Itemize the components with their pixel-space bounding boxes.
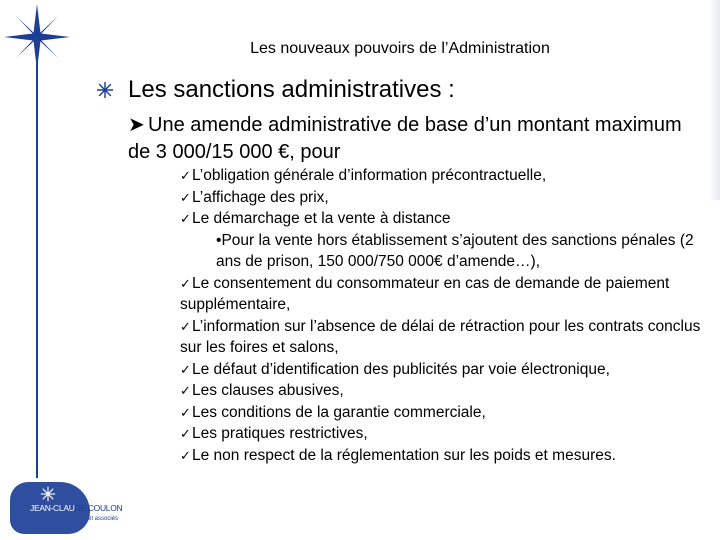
list-item-text: Les clauses abusives, [192, 382, 344, 399]
company-logo [10, 482, 130, 534]
list-item [180, 402, 720, 424]
logo-subtext: et associés [88, 516, 119, 522]
list-item [180, 187, 720, 209]
list-item-text: L’obligation générale d’information précontractuelle, [192, 167, 547, 184]
list-item-text: Le démarchage et la vente à distance [192, 210, 451, 227]
logo-name: JEAN-CLAUDE COULON [30, 503, 123, 513]
list-item [180, 273, 720, 316]
checkmark-icon: ✓ [180, 404, 191, 420]
section-heading [96, 76, 455, 104]
sanction-list [180, 165, 720, 466]
list-item-text: Le non respect de la réglementation sur les poids et mesures. [192, 446, 616, 464]
checkmark-icon: ✓ [180, 426, 191, 441]
checkmark-icon: ✓ [180, 168, 191, 183]
checkmark-icon: ✓ [180, 361, 191, 377]
list-item-text: L’affichage des prix, [192, 188, 329, 206]
list-item [180, 380, 720, 402]
vertical-divider [36, 60, 38, 478]
list-item-text: L’information sur l’absence de délai de rétraction pour les contrats conclus sur les foires et salons, [180, 317, 701, 356]
checkmark-icon: ✓ [180, 211, 191, 226]
slide-title: Les nouveaux pouvoirs de l’Administration [250, 40, 550, 57]
checkmark-icon: ✓ [180, 447, 191, 463]
sub-list-item: •Pour la vente hors établissement s’ajoutent des sanctions pénales (2 ans de prison, 150 000/750 000€ d’amende…), [216, 231, 694, 270]
list-item [180, 359, 720, 381]
list-item-text: Les conditions de la garantie commerciale, [192, 403, 486, 421]
list-item [180, 445, 720, 467]
list-item [180, 165, 720, 187]
list-item-text: Le défaut d’identification des publicités par voie électronique, [192, 360, 610, 378]
checkmark-icon: ✓ [180, 275, 191, 291]
list-item [180, 208, 720, 230]
intro-bullet [128, 112, 708, 166]
list-item-text: Le consentement du consommateur en cas de demande de paiement supplémentaire, [180, 274, 670, 313]
list-item [180, 316, 720, 359]
list-item [180, 423, 720, 445]
sub-item-text: Pour la vente hors établissement s’ajoutent des sanctions pénales (2 ans de prison, 150 000/750 000€ d’amende…), [216, 231, 694, 270]
logo-star-icon [40, 486, 56, 502]
section-heading-text: Les sanctions administratives : [128, 76, 455, 103]
intro-text: Une amende administrative de base d’un montant maximum de 3 000/15 000 €, pour [128, 114, 682, 163]
checkmark-icon: ✓ [180, 383, 191, 398]
list-item-text: Les pratiques restrictives, [192, 425, 368, 442]
checkmark-icon: ✓ [180, 318, 191, 334]
checkmark-icon: ✓ [180, 189, 191, 205]
star-icon [96, 81, 114, 99]
arrow-bullet-icon: ➤ [128, 114, 145, 136]
